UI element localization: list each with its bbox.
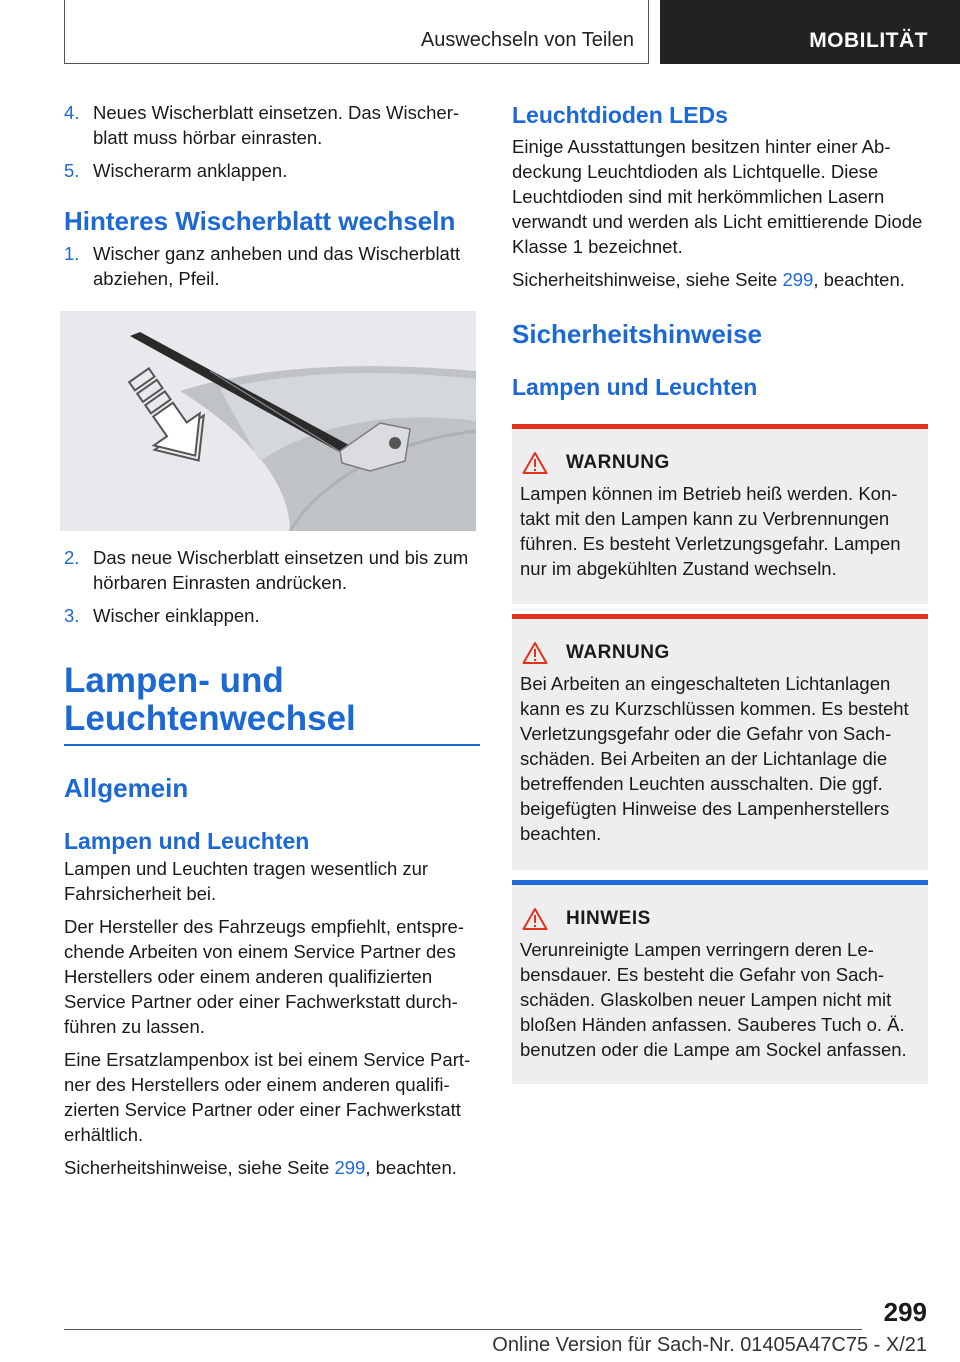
chapter-title-block bbox=[64, 662, 480, 746]
paragraph: Einige Ausstattungen besitzen hinter einer Abdeckung Leuchtdioden als Lichtquelle. Diese Leuchtdioden sind mit herkömmlichen Lasern verwandt und werden als Licht emittierende Diode Klasse 1 bezeichnet. bbox=[512, 136, 923, 257]
warning-triangle-icon bbox=[522, 641, 548, 665]
notice-triangle-icon bbox=[522, 907, 548, 931]
step-item bbox=[64, 241, 480, 291]
warning-text: Lampen können im Betrieb heiß werden. Kontakt mit den Lampen kann zu Verbrennungen führen. Es besteht Verletzungsgefahr. Lampen nur im abgekühlten Zustand wechseln. bbox=[520, 483, 901, 579]
rear-wiper-drawing bbox=[60, 311, 476, 531]
notice-box-title bbox=[520, 907, 920, 931]
chapter-title: Lampen- und Leuchtenwechsel bbox=[64, 661, 356, 738]
step-item bbox=[64, 158, 480, 183]
warning-box-title bbox=[520, 451, 920, 475]
page-link[interactable]: 299 bbox=[782, 269, 814, 290]
step-number: 2. bbox=[64, 547, 80, 568]
notice-text: Verunreinigte Lampen verringern deren Lebensdauer. Es besteht die Gefahr von Sachschäden. Glaskolben neuer Lampen nicht mit bloßen Händen anfassen. Sauberes Tuch o. Ä. benutzen oder die Lampe am Sockel anfassen. bbox=[520, 939, 907, 1060]
safety-reference bbox=[512, 267, 928, 292]
step-number: 5. bbox=[64, 160, 80, 181]
warning-label: WARNUNG bbox=[566, 452, 670, 473]
paragraph: Eine Ersatzlampenbox ist bei einem Service Partner des Herstellers oder einem anderen qualifizierten Service Partner oder einer Fachwerkstatt erhältlich. bbox=[64, 1049, 471, 1145]
paragraph: Lampen und Leuchten tragen wesentlich zur Fahrsicherheit bei. bbox=[64, 858, 429, 904]
header-chapter-tab bbox=[660, 0, 960, 64]
warning-label: WARNUNG bbox=[566, 642, 670, 663]
safety-reference-suffix: , beachten. bbox=[813, 269, 905, 290]
left-column bbox=[64, 100, 480, 1180]
notice-box bbox=[512, 880, 928, 1084]
heading-rear-wiper: Hinteres Wischerblatt wechseln bbox=[64, 206, 456, 236]
wiper-illustration bbox=[60, 311, 476, 531]
notice-label: HINWEIS bbox=[566, 908, 651, 929]
right-column bbox=[512, 100, 928, 1084]
warning-box-title bbox=[520, 641, 920, 665]
warning-text: Bei Arbeiten an eingeschalteten Lichtanlagen kann es zu Kurzschlüssen kommen. Es besteht Verletzungsgefahr oder die Gefahr von Sachschäden. Bei Arbeiten an der Lichtanlage die betreffenden Leuchten ausschalten. Die ggf. beigefügten Hinweise des Lampenherstellers beachten. bbox=[520, 673, 909, 844]
safety-reference bbox=[64, 1155, 480, 1180]
heading-safety: Sicherheitshinweise bbox=[512, 319, 762, 349]
step-text: Neues Wischerblatt einsetzen. Das Wischerblatt muss hörbar einrasten. bbox=[93, 102, 460, 148]
step-item bbox=[64, 100, 480, 150]
heading-lamps-right: Lampen und Leuchten bbox=[512, 374, 758, 400]
header-section-title: Auswechseln von Teilen bbox=[420, 29, 634, 51]
step-text: Das neue Wischerblatt einsetzen und bis zum hörbaren Einrasten andrücken. bbox=[93, 547, 469, 593]
step-text: Wischer ganz anheben und das Wischerblatt abziehen, Pfeil. bbox=[93, 243, 461, 289]
heading-led: Leuchtdioden LEDs bbox=[512, 102, 728, 128]
safety-reference-suffix: , beachten. bbox=[365, 1157, 457, 1178]
warning-box bbox=[512, 424, 928, 604]
paragraph: Der Hersteller des Fahrzeugs empfiehlt, entsprechende Arbeiten von einem Service Partner des Herstellers oder einem anderen qualifizierten Service Partner oder einer Fachwerkstatt durchführen zu lassen. bbox=[64, 916, 464, 1037]
heading-lamps: Lampen und Leuchten bbox=[64, 828, 310, 854]
step-text: Wischer einklappen. bbox=[93, 605, 260, 626]
page-number: 299 bbox=[883, 1297, 927, 1327]
step-number: 3. bbox=[64, 605, 80, 626]
warning-box bbox=[512, 614, 928, 870]
header-section-tab bbox=[64, 0, 649, 64]
warning-triangle-icon bbox=[522, 451, 548, 475]
safety-reference-prefix: Sicherheitshinweise, siehe Seite bbox=[64, 1157, 335, 1178]
step-number: 1. bbox=[64, 243, 80, 264]
step-item bbox=[64, 603, 480, 628]
page-link[interactable]: 299 bbox=[334, 1157, 366, 1178]
step-item bbox=[64, 545, 480, 595]
heading-general: Allgemein bbox=[64, 773, 189, 803]
safety-reference-prefix: Sicherheitshinweise, siehe Seite bbox=[512, 269, 783, 290]
header-chapter-title: MOBILITÄT bbox=[809, 29, 928, 52]
step-text: Wischerarm anklappen. bbox=[93, 160, 288, 181]
footer-divider bbox=[64, 1329, 862, 1330]
step-number: 4. bbox=[64, 102, 80, 123]
footer-text: Online Version für Sach-Nr. 01405A47C75 - X/21 bbox=[492, 1334, 927, 1356]
